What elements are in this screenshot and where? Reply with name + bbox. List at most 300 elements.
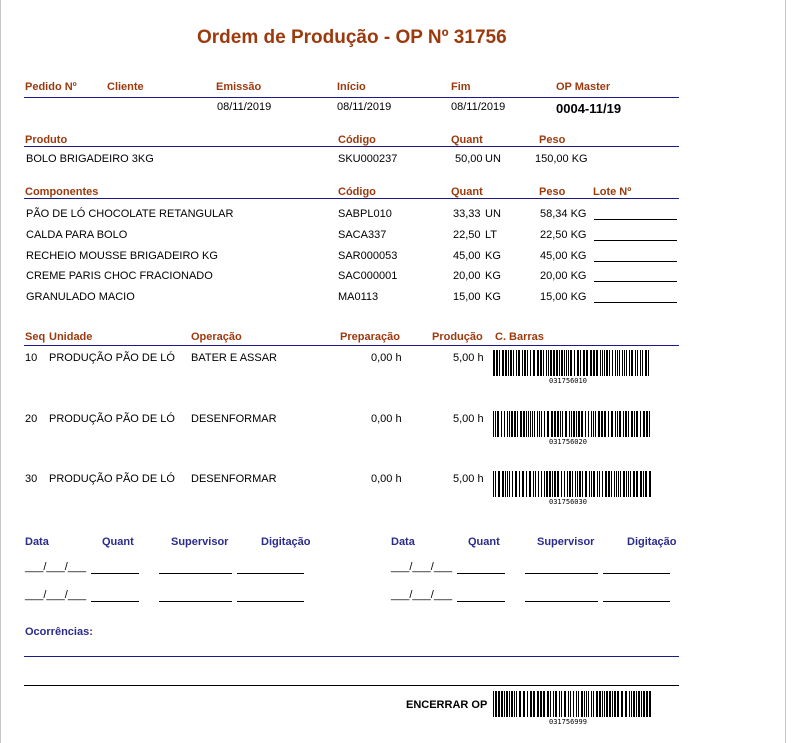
barcode-bar bbox=[609, 691, 611, 717]
barcode-bar bbox=[649, 691, 651, 717]
component-unit: UN bbox=[485, 208, 501, 220]
barcode-bar bbox=[502, 350, 504, 376]
op-seq: 10 bbox=[25, 352, 38, 364]
barcode-bar bbox=[604, 411, 606, 437]
component-name: CREME PARIS CHOC FRACIONADO bbox=[26, 270, 213, 282]
barcode-bar bbox=[604, 691, 605, 717]
product-quant: 50,00 bbox=[455, 153, 483, 165]
op-seq: 30 bbox=[25, 473, 38, 485]
barcode-number: 031756999 bbox=[549, 718, 587, 726]
quant-blank-line bbox=[91, 573, 139, 574]
date-blank: ___/___/___ bbox=[391, 589, 453, 601]
encerrar-op-label: ENCERRAR OP bbox=[406, 699, 488, 711]
barcode-bar bbox=[540, 691, 542, 717]
barcode-bar bbox=[505, 350, 507, 376]
component-unit: KG bbox=[485, 270, 501, 282]
barcode-bar bbox=[559, 350, 560, 376]
label-produto: Produto bbox=[25, 134, 68, 146]
barcode-bar bbox=[564, 350, 565, 376]
barcode-bar bbox=[501, 411, 502, 437]
label-produto-peso: Peso bbox=[539, 134, 566, 146]
label-supervisor: Supervisor bbox=[537, 536, 595, 548]
barcode-bar bbox=[602, 691, 603, 717]
barcode-bar bbox=[516, 350, 517, 376]
barcode-bar bbox=[609, 350, 610, 376]
barcode-bar bbox=[588, 411, 589, 437]
barcode-bar bbox=[640, 471, 642, 497]
barcode-bar bbox=[523, 691, 525, 717]
barcode-bar bbox=[532, 411, 533, 437]
barcode-bar bbox=[509, 691, 510, 717]
label-data: Data bbox=[391, 536, 415, 548]
supervisor-blank-line bbox=[525, 601, 598, 602]
barcode-bar bbox=[493, 691, 494, 717]
barcode-bar bbox=[495, 411, 496, 437]
barcode-bar bbox=[631, 350, 633, 376]
barcode-bar bbox=[600, 350, 601, 376]
op-prep: 0,00 h bbox=[371, 473, 402, 485]
component-peso: 58,34 KG bbox=[540, 208, 587, 220]
barcode-bar bbox=[636, 471, 638, 497]
label-comp-lote: Lote Nº bbox=[593, 186, 632, 198]
barcode-bar bbox=[616, 471, 617, 497]
barcode-bar bbox=[577, 471, 578, 497]
barcode-bar bbox=[506, 691, 508, 717]
barcode-bar bbox=[526, 471, 527, 497]
barcode-bar bbox=[547, 411, 549, 437]
barcode-bar bbox=[497, 411, 499, 437]
barcode-bar bbox=[535, 471, 536, 497]
label-componentes: Componentes bbox=[25, 186, 99, 198]
barcode-bar bbox=[615, 350, 616, 376]
barcode-bar bbox=[496, 350, 498, 376]
barcode-bar bbox=[593, 471, 595, 497]
barcode-bar bbox=[539, 411, 540, 437]
barcode-bar bbox=[606, 350, 608, 376]
digitacao-blank-line bbox=[237, 573, 304, 574]
barcode-bar bbox=[544, 411, 545, 437]
barcode-bar bbox=[543, 691, 545, 717]
lote-blank-line bbox=[594, 219, 677, 220]
barcode-bar bbox=[608, 411, 609, 437]
label-ocorrencias: Ocorrências: bbox=[25, 626, 93, 638]
barcode-bar bbox=[619, 411, 621, 437]
barcode-bar bbox=[574, 350, 575, 376]
barcode-bar bbox=[544, 471, 545, 497]
barcode-bar bbox=[560, 411, 561, 437]
barcode-bar bbox=[577, 350, 579, 376]
op-seq: 20 bbox=[25, 413, 38, 425]
barcode-bar bbox=[634, 411, 635, 437]
barcode-bar bbox=[498, 691, 500, 717]
barcode-bar bbox=[548, 350, 549, 376]
component-quant: 20,00 bbox=[453, 270, 481, 282]
label-preparacao: Preparação bbox=[340, 331, 400, 343]
barcode-bar bbox=[643, 691, 645, 717]
product-header-rule bbox=[24, 146, 679, 147]
barcode-bar bbox=[538, 471, 539, 497]
product-unit: UN bbox=[485, 153, 501, 165]
barcode-bar bbox=[529, 471, 531, 497]
barcode-bar bbox=[533, 471, 534, 497]
digitacao-blank-line bbox=[603, 573, 670, 574]
barcode-bar bbox=[620, 471, 621, 497]
barcode-bar bbox=[585, 411, 586, 437]
barcode-bar bbox=[571, 411, 572, 437]
component-peso: 15,00 KG bbox=[540, 291, 587, 303]
barcode-bar bbox=[504, 411, 505, 437]
barcode-bar bbox=[566, 350, 567, 376]
barcode-bar bbox=[597, 471, 598, 497]
label-op-master: OP Master bbox=[556, 81, 611, 93]
components-header-rule bbox=[24, 198, 679, 199]
barcode-bar bbox=[635, 350, 636, 376]
barcode-bar bbox=[553, 350, 555, 376]
barcode-bar bbox=[591, 471, 592, 497]
barcode-bar bbox=[572, 471, 573, 497]
barcode-number: 031756020 bbox=[549, 438, 587, 446]
value-inicio: 08/11/2019 bbox=[337, 101, 392, 113]
barcode-bar bbox=[593, 411, 594, 437]
date-blank: ___/___/___ bbox=[25, 561, 87, 573]
barcode-bar bbox=[636, 691, 637, 717]
label-comp-codigo: Código bbox=[338, 186, 376, 198]
barcode-bar bbox=[553, 691, 554, 717]
barcode-bar bbox=[630, 471, 631, 497]
barcode-bar bbox=[596, 691, 598, 717]
label-unidade: Unidade bbox=[49, 331, 93, 343]
barcode-bar bbox=[573, 411, 575, 437]
barcode bbox=[493, 691, 653, 717]
barcode-bar bbox=[520, 411, 522, 437]
quant-blank-line bbox=[91, 601, 139, 602]
barcode-bar bbox=[561, 691, 562, 717]
barcode-bar bbox=[507, 471, 508, 497]
barcode-bar bbox=[540, 350, 542, 376]
barcode-bar bbox=[631, 411, 633, 437]
label-operacao: Operação bbox=[191, 331, 242, 343]
op-prod: 5,00 h bbox=[453, 352, 484, 364]
barcode-bar bbox=[589, 471, 590, 497]
supervisor-blank-line bbox=[525, 573, 598, 574]
barcode bbox=[493, 411, 653, 437]
barcode-bar bbox=[578, 691, 579, 717]
barcode-bar bbox=[614, 471, 615, 497]
operations-header-rule bbox=[24, 345, 679, 346]
barcode-bar bbox=[643, 471, 644, 497]
barcode-bar bbox=[581, 691, 583, 717]
barcode-bar bbox=[622, 350, 623, 376]
barcode-bar bbox=[586, 350, 588, 376]
barcode-bar bbox=[586, 691, 587, 717]
barcode-bar bbox=[612, 350, 613, 376]
barcode-bar bbox=[530, 350, 531, 376]
component-quant: 15,00 bbox=[453, 291, 481, 303]
barcode-bar bbox=[591, 411, 592, 437]
barcode-bar bbox=[522, 471, 524, 497]
barcode-bar bbox=[570, 350, 572, 376]
barcode-bar bbox=[564, 471, 565, 497]
supervisor-blank-line bbox=[159, 601, 232, 602]
barcode-bar bbox=[534, 411, 535, 437]
barcode-bar bbox=[602, 350, 603, 376]
label-data: Data bbox=[25, 536, 49, 548]
barcode-number: 031756010 bbox=[549, 377, 587, 385]
barcode-bar bbox=[524, 350, 526, 376]
barcode-bar bbox=[642, 350, 643, 376]
label-comp-peso: Peso bbox=[539, 186, 566, 198]
barcode-bar bbox=[513, 350, 514, 376]
label-produto-codigo: Código bbox=[338, 134, 376, 146]
barcode-bar bbox=[543, 350, 544, 376]
ocorrencias-bottom-line bbox=[24, 685, 679, 686]
barcode-bar bbox=[557, 411, 559, 437]
barcode-bar bbox=[576, 411, 577, 437]
barcode-bar bbox=[617, 350, 618, 376]
barcode-bar bbox=[493, 411, 494, 437]
barcode-bar bbox=[554, 411, 556, 437]
barcode-bar bbox=[604, 350, 605, 376]
barcode-bar bbox=[527, 350, 528, 376]
value-fim: 08/11/2019 bbox=[451, 101, 506, 113]
op-unit: PRODUÇÃO PÃO DE LÓ bbox=[49, 413, 175, 425]
barcode-bar bbox=[527, 691, 528, 717]
date-blank: ___/___/___ bbox=[25, 589, 87, 601]
product-code: SKU000237 bbox=[338, 153, 398, 165]
barcode-bar bbox=[493, 350, 495, 376]
value-emissao: 08/11/2019 bbox=[217, 101, 272, 113]
component-peso: 22,50 KG bbox=[540, 229, 587, 241]
barcode-bar bbox=[576, 691, 577, 717]
component-code: SACA337 bbox=[338, 229, 387, 241]
barcode-bar bbox=[504, 691, 505, 717]
component-unit: LT bbox=[485, 229, 498, 241]
barcode-bar bbox=[648, 350, 649, 376]
component-name: CALDA PARA BOLO bbox=[26, 229, 128, 241]
barcode-bar bbox=[611, 411, 613, 437]
barcode-bar bbox=[601, 411, 603, 437]
barcode-bar bbox=[498, 471, 500, 497]
op-prod: 5,00 h bbox=[453, 413, 484, 425]
barcode-bar bbox=[514, 411, 516, 437]
supervisor-blank-line bbox=[159, 573, 232, 574]
barcode-bar bbox=[518, 350, 520, 376]
barcode-bar bbox=[507, 411, 508, 437]
component-code: MA0113 bbox=[338, 291, 379, 303]
lote-blank-line bbox=[594, 302, 677, 303]
barcode-bar bbox=[617, 411, 618, 437]
barcode-bar bbox=[581, 411, 583, 437]
product-name: BOLO BRIGADEIRO 3KG bbox=[26, 153, 154, 165]
barcode-bar bbox=[510, 350, 512, 376]
barcode-bar bbox=[517, 411, 518, 437]
barcode-bar bbox=[565, 411, 567, 437]
label-barras: C. Barras bbox=[495, 331, 544, 343]
barcode bbox=[493, 350, 653, 376]
barcode-bar bbox=[611, 471, 612, 497]
barcode-number: 031756030 bbox=[549, 498, 587, 506]
barcode-bar bbox=[625, 411, 627, 437]
barcode-bar bbox=[514, 691, 515, 717]
label-fim: Fim bbox=[451, 81, 471, 93]
barcode-bar bbox=[646, 691, 648, 717]
op-prod: 5,00 h bbox=[453, 473, 484, 485]
barcode-bar bbox=[615, 411, 616, 437]
barcode-bar bbox=[588, 691, 589, 717]
barcode-bar bbox=[526, 411, 527, 437]
page-title: Ordem de Produção - OP Nº 31756 bbox=[197, 27, 507, 48]
barcode-bar bbox=[582, 471, 583, 497]
barcode-bar bbox=[533, 691, 535, 717]
lote-blank-line bbox=[594, 240, 677, 241]
barcode-bar bbox=[557, 471, 559, 497]
op-prep: 0,00 h bbox=[371, 352, 402, 364]
label-seq: Seq bbox=[25, 331, 46, 343]
barcode-bar bbox=[614, 691, 616, 717]
quant-blank-line bbox=[457, 601, 505, 602]
component-quant: 33,33 bbox=[453, 208, 481, 220]
barcode-bar bbox=[633, 691, 635, 717]
barcode-bar bbox=[501, 691, 503, 717]
barcode-bar bbox=[646, 411, 648, 437]
barcode-bar bbox=[602, 471, 603, 497]
order-header-rule bbox=[24, 97, 679, 98]
barcode-bar bbox=[595, 411, 596, 437]
ocorrencias-line bbox=[24, 656, 679, 657]
barcode-bar bbox=[641, 691, 642, 717]
barcode-bar bbox=[569, 411, 570, 437]
label-digitacao: Digitação bbox=[261, 536, 311, 548]
barcode-bar bbox=[556, 350, 558, 376]
barcode-bar bbox=[619, 350, 620, 376]
barcode-bar bbox=[624, 350, 625, 376]
barcode-bar bbox=[591, 691, 592, 717]
barcode-bar bbox=[612, 691, 613, 717]
label-quant: Quant bbox=[468, 536, 500, 548]
product-peso: 150,00 KG bbox=[535, 153, 588, 165]
label-digitacao: Digitação bbox=[627, 536, 677, 548]
barcode-bar bbox=[555, 691, 557, 717]
barcode-bar bbox=[623, 471, 625, 497]
label-comp-quant: Quant bbox=[451, 186, 483, 198]
barcode-bar bbox=[511, 691, 513, 717]
barcode-bar bbox=[583, 350, 585, 376]
barcode-bar bbox=[633, 471, 635, 497]
label-cliente: Cliente bbox=[107, 81, 144, 93]
barcode-bar bbox=[547, 691, 549, 717]
barcode-bar bbox=[512, 471, 513, 497]
barcode-bar bbox=[645, 350, 647, 376]
label-produto-quant: Quant bbox=[451, 134, 483, 146]
component-quant: 45,00 bbox=[453, 250, 481, 262]
barcode-bar bbox=[508, 350, 509, 376]
barcode-bar bbox=[640, 350, 641, 376]
page-right-edge bbox=[785, 0, 786, 743]
barcode-bar bbox=[645, 471, 647, 497]
barcode-bar bbox=[516, 691, 517, 717]
component-code: SAC000001 bbox=[338, 270, 398, 282]
barcode-bar bbox=[551, 411, 553, 437]
component-name: GRANULADO MACIO bbox=[26, 291, 135, 303]
barcode-bar bbox=[493, 471, 494, 497]
barcode-bar bbox=[599, 691, 601, 717]
barcode-bar bbox=[515, 471, 517, 497]
page-left-edge bbox=[0, 0, 1, 743]
barcode-bar bbox=[495, 471, 496, 497]
barcode-bar bbox=[546, 350, 547, 376]
barcode-bar bbox=[636, 411, 638, 437]
barcode-bar bbox=[505, 471, 506, 497]
barcode-bar bbox=[628, 471, 629, 497]
barcode-bar bbox=[568, 350, 569, 376]
barcode-bar bbox=[621, 691, 623, 717]
barcode-bar bbox=[559, 691, 560, 717]
barcode-bar bbox=[564, 691, 566, 717]
op-unit: PRODUÇÃO PÃO DE LÓ bbox=[49, 473, 175, 485]
label-inicio: Início bbox=[337, 81, 366, 93]
barcode-bar bbox=[617, 691, 619, 717]
barcode-bar bbox=[573, 691, 574, 717]
quant-blank-line bbox=[457, 573, 505, 574]
digitacao-blank-line bbox=[603, 601, 670, 602]
barcode-bar bbox=[528, 411, 529, 437]
barcode-bar bbox=[580, 350, 581, 376]
lote-blank-line bbox=[594, 261, 677, 262]
barcode-bar bbox=[561, 471, 562, 497]
barcode-bar bbox=[590, 350, 592, 376]
digitacao-blank-line bbox=[237, 601, 304, 602]
label-pedido: Pedido Nº bbox=[25, 81, 77, 93]
component-name: RECHEIO MOUSSE BRIGADEIRO KG bbox=[26, 250, 218, 262]
barcode-bar bbox=[596, 350, 598, 376]
lote-blank-line bbox=[594, 281, 677, 282]
label-quant: Quant bbox=[102, 536, 134, 548]
barcode-bar bbox=[626, 350, 627, 376]
op-name: DESENFORMAR bbox=[191, 413, 277, 425]
barcode-bar bbox=[533, 350, 535, 376]
barcode-bar bbox=[509, 411, 510, 437]
barcode-bar bbox=[550, 691, 551, 717]
barcode-bar bbox=[530, 411, 531, 437]
barcode-bar bbox=[541, 411, 542, 437]
barcode-bar bbox=[519, 471, 520, 497]
barcode-bar bbox=[606, 691, 608, 717]
barcode-bar bbox=[598, 411, 600, 437]
component-peso: 45,00 KG bbox=[540, 250, 587, 262]
component-peso: 20,00 KG bbox=[540, 270, 587, 282]
op-name: BATER E ASSAR bbox=[191, 352, 277, 364]
barcode-bar bbox=[578, 411, 580, 437]
op-unit: PRODUÇÃO PÃO DE LÓ bbox=[49, 352, 175, 364]
barcode-bar bbox=[579, 471, 581, 497]
component-unit: KG bbox=[485, 250, 501, 262]
barcode-bar bbox=[552, 471, 553, 497]
barcode-bar bbox=[537, 411, 538, 437]
barcode-bar bbox=[549, 471, 551, 497]
barcode-bar bbox=[519, 691, 521, 717]
barcode-bar bbox=[537, 350, 539, 376]
barcode-bar bbox=[585, 471, 587, 497]
barcode-bar bbox=[495, 691, 497, 717]
barcode-bar bbox=[570, 691, 571, 717]
barcode-bar bbox=[626, 471, 627, 497]
barcode-bar bbox=[554, 471, 556, 497]
barcode-bar bbox=[537, 691, 539, 717]
barcode-bar bbox=[629, 350, 630, 376]
barcode-bar bbox=[625, 691, 627, 717]
barcode-bar bbox=[618, 471, 619, 497]
barcode-bar bbox=[522, 350, 523, 376]
